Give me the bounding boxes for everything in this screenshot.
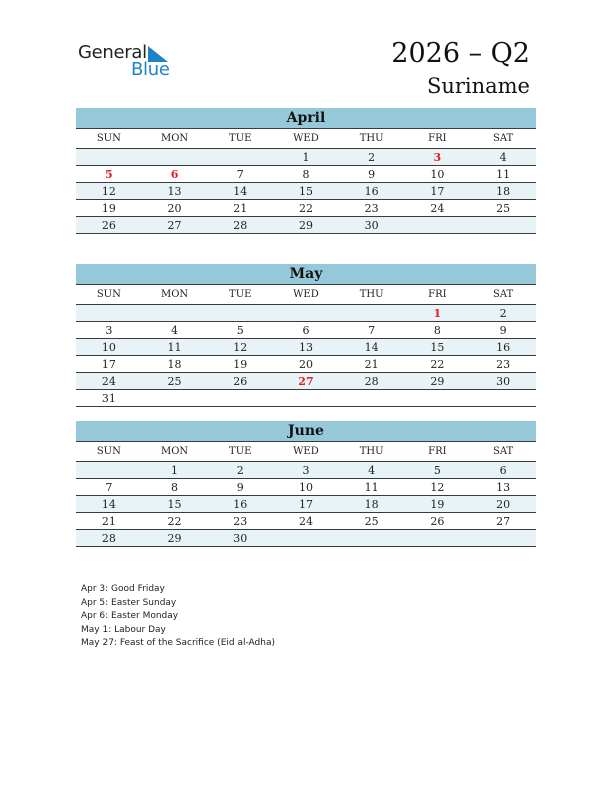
day-cell: 28 bbox=[76, 530, 142, 547]
day-cell: 23 bbox=[207, 513, 273, 530]
day-cell: 12 bbox=[207, 339, 273, 356]
day-cell: 9 bbox=[207, 479, 273, 496]
day-cell: 24 bbox=[273, 513, 339, 530]
day-cell bbox=[470, 217, 536, 234]
day-cell: 17 bbox=[76, 356, 142, 373]
day-cell: 12 bbox=[405, 479, 471, 496]
day-cell bbox=[142, 390, 208, 407]
day-cell bbox=[339, 530, 405, 547]
day-cell: 14 bbox=[339, 339, 405, 356]
day-cell: 22 bbox=[142, 513, 208, 530]
day-cell: 5 bbox=[207, 322, 273, 339]
week-row bbox=[76, 356, 536, 373]
weekday-label: SAT bbox=[493, 446, 514, 457]
day-cell: 21 bbox=[339, 356, 405, 373]
week-row bbox=[76, 479, 536, 496]
day-cell: 20 bbox=[142, 200, 208, 217]
day-cell: 2 bbox=[207, 462, 273, 479]
day-cell: 27 bbox=[273, 373, 339, 390]
day-cell: 13 bbox=[470, 479, 536, 496]
day-cell bbox=[76, 305, 142, 322]
weekday-label: MON bbox=[160, 446, 189, 457]
day-cell bbox=[142, 149, 208, 166]
day-cell: 20 bbox=[470, 496, 536, 513]
day-cell: 25 bbox=[339, 513, 405, 530]
day-cell: 25 bbox=[470, 200, 536, 217]
day-cell: 14 bbox=[207, 183, 273, 200]
day-cell: 3 bbox=[273, 462, 339, 479]
day-cell bbox=[207, 149, 273, 166]
weekday-label: WED bbox=[293, 446, 319, 457]
day-cell: 16 bbox=[339, 183, 405, 200]
day-cell: 29 bbox=[273, 217, 339, 234]
holiday-note: May 27: Feast of the Sacrifice (Eid al-Adha) bbox=[81, 638, 275, 648]
day-cell: 5 bbox=[76, 166, 142, 183]
calendar-table bbox=[76, 442, 536, 547]
day-cell: 6 bbox=[273, 322, 339, 339]
week-row bbox=[76, 496, 536, 513]
day-cell bbox=[142, 305, 208, 322]
day-cell: 29 bbox=[142, 530, 208, 547]
day-cell bbox=[273, 530, 339, 547]
weekday-label: TUE bbox=[229, 289, 252, 300]
day-cell: 8 bbox=[273, 166, 339, 183]
day-cell: 19 bbox=[405, 496, 471, 513]
day-cell: 18 bbox=[470, 183, 536, 200]
logo-text-blue: Blue bbox=[131, 59, 170, 80]
day-cell bbox=[470, 530, 536, 547]
day-cell: 7 bbox=[207, 166, 273, 183]
day-cell: 11 bbox=[142, 339, 208, 356]
day-cell: 8 bbox=[142, 479, 208, 496]
day-cell: 10 bbox=[273, 479, 339, 496]
week-row bbox=[76, 305, 536, 322]
day-cell: 28 bbox=[339, 373, 405, 390]
day-cell: 1 bbox=[273, 149, 339, 166]
day-cell: 14 bbox=[76, 496, 142, 513]
day-cell: 16 bbox=[470, 339, 536, 356]
day-cell: 2 bbox=[339, 149, 405, 166]
weekday-label: FRI bbox=[428, 133, 447, 144]
day-cell: 7 bbox=[339, 322, 405, 339]
day-cell: 20 bbox=[273, 356, 339, 373]
month-header: April bbox=[76, 108, 536, 129]
day-cell: 7 bbox=[76, 479, 142, 496]
day-cell: 9 bbox=[470, 322, 536, 339]
holiday-note: May 1: Labour Day bbox=[81, 624, 166, 635]
week-row bbox=[76, 513, 536, 530]
day-cell bbox=[470, 390, 536, 407]
day-cell: 30 bbox=[339, 217, 405, 234]
day-cell: 6 bbox=[142, 166, 208, 183]
month-april bbox=[76, 108, 536, 234]
day-cell: 25 bbox=[142, 373, 208, 390]
weekday-label: SAT bbox=[493, 289, 514, 300]
day-cell: 9 bbox=[339, 166, 405, 183]
day-cell: 26 bbox=[207, 373, 273, 390]
weekday-label: MON bbox=[160, 289, 189, 300]
day-cell: 5 bbox=[405, 462, 471, 479]
day-cell: 8 bbox=[405, 322, 471, 339]
day-cell: 2 bbox=[470, 305, 536, 322]
weekday-label: SAT bbox=[493, 133, 514, 144]
weekday-label: WED bbox=[293, 289, 319, 300]
day-cell: 31 bbox=[76, 390, 142, 407]
day-cell bbox=[207, 305, 273, 322]
day-cell: 12 bbox=[76, 183, 142, 200]
day-cell: 11 bbox=[339, 479, 405, 496]
day-cell bbox=[405, 217, 471, 234]
day-cell: 21 bbox=[207, 200, 273, 217]
day-cell bbox=[273, 305, 339, 322]
day-cell: 13 bbox=[142, 183, 208, 200]
weekday-label: FRI bbox=[428, 289, 447, 300]
day-cell: 16 bbox=[207, 496, 273, 513]
calendar-table bbox=[76, 129, 536, 234]
week-row bbox=[76, 183, 536, 200]
month-header: June bbox=[76, 421, 536, 442]
day-cell bbox=[405, 390, 471, 407]
month-may bbox=[76, 264, 536, 407]
day-cell: 6 bbox=[470, 462, 536, 479]
weekday-label: THU bbox=[359, 446, 384, 457]
day-cell bbox=[76, 149, 142, 166]
day-cell: 18 bbox=[339, 496, 405, 513]
day-cell: 18 bbox=[142, 356, 208, 373]
day-cell: 10 bbox=[405, 166, 471, 183]
week-row bbox=[76, 149, 536, 166]
week-row bbox=[76, 166, 536, 183]
day-cell: 30 bbox=[470, 373, 536, 390]
day-cell: 11 bbox=[470, 166, 536, 183]
holiday-note: Apr 3: Good Friday bbox=[81, 584, 165, 594]
day-cell: 1 bbox=[142, 462, 208, 479]
day-cell: 15 bbox=[273, 183, 339, 200]
day-cell: 26 bbox=[405, 513, 471, 530]
weekday-label: THU bbox=[359, 289, 384, 300]
weekday-label: TUE bbox=[229, 446, 252, 457]
weekday-label: WED bbox=[293, 133, 319, 144]
day-cell: 23 bbox=[339, 200, 405, 217]
day-cell: 3 bbox=[76, 322, 142, 339]
month-header: May bbox=[76, 264, 536, 285]
holiday-note: Apr 5: Easter Sunday bbox=[81, 597, 177, 608]
day-cell: 1 bbox=[405, 305, 471, 322]
weekday-label: SUN bbox=[96, 289, 121, 300]
country-name: Suriname bbox=[426, 74, 530, 98]
day-cell bbox=[76, 462, 142, 479]
week-row bbox=[76, 200, 536, 217]
weekday-label: SUN bbox=[96, 446, 121, 457]
week-row bbox=[76, 390, 536, 407]
day-cell: 15 bbox=[405, 339, 471, 356]
week-row bbox=[76, 339, 536, 356]
weekday-label: SUN bbox=[96, 133, 121, 144]
day-cell: 4 bbox=[142, 322, 208, 339]
day-cell: 22 bbox=[273, 200, 339, 217]
page-title: 2026 – Q2 bbox=[391, 38, 530, 69]
day-cell: 30 bbox=[207, 530, 273, 547]
month-june bbox=[76, 421, 536, 547]
week-row bbox=[76, 462, 536, 479]
day-cell: 27 bbox=[142, 217, 208, 234]
weekday-label: THU bbox=[359, 133, 384, 144]
calendar-table bbox=[76, 285, 536, 407]
logo bbox=[78, 42, 188, 82]
day-cell: 4 bbox=[339, 462, 405, 479]
day-cell: 17 bbox=[273, 496, 339, 513]
day-cell: 23 bbox=[470, 356, 536, 373]
week-row bbox=[76, 530, 536, 547]
day-cell: 27 bbox=[470, 513, 536, 530]
day-cell: 21 bbox=[76, 513, 142, 530]
weekday-label: TUE bbox=[229, 133, 252, 144]
day-cell: 17 bbox=[405, 183, 471, 200]
weekday-label: FRI bbox=[428, 446, 447, 457]
day-cell: 3 bbox=[405, 149, 471, 166]
day-cell: 24 bbox=[405, 200, 471, 217]
day-cell bbox=[339, 305, 405, 322]
day-cell: 29 bbox=[405, 373, 471, 390]
week-row bbox=[76, 217, 536, 234]
day-cell: 26 bbox=[76, 217, 142, 234]
day-cell bbox=[339, 390, 405, 407]
day-cell bbox=[405, 530, 471, 547]
week-row bbox=[76, 322, 536, 339]
day-cell: 19 bbox=[76, 200, 142, 217]
holiday-notes bbox=[81, 583, 275, 651]
day-cell: 28 bbox=[207, 217, 273, 234]
day-cell: 10 bbox=[76, 339, 142, 356]
day-cell: 13 bbox=[273, 339, 339, 356]
logo-text-general: General bbox=[78, 42, 147, 63]
day-cell: 22 bbox=[405, 356, 471, 373]
day-cell: 24 bbox=[76, 373, 142, 390]
day-cell: 4 bbox=[470, 149, 536, 166]
week-row bbox=[76, 373, 536, 390]
day-cell bbox=[207, 390, 273, 407]
weekday-label: MON bbox=[160, 133, 189, 144]
day-cell: 15 bbox=[142, 496, 208, 513]
holiday-note: Apr 6: Easter Monday bbox=[81, 611, 179, 621]
day-cell: 19 bbox=[207, 356, 273, 373]
day-cell bbox=[273, 390, 339, 407]
